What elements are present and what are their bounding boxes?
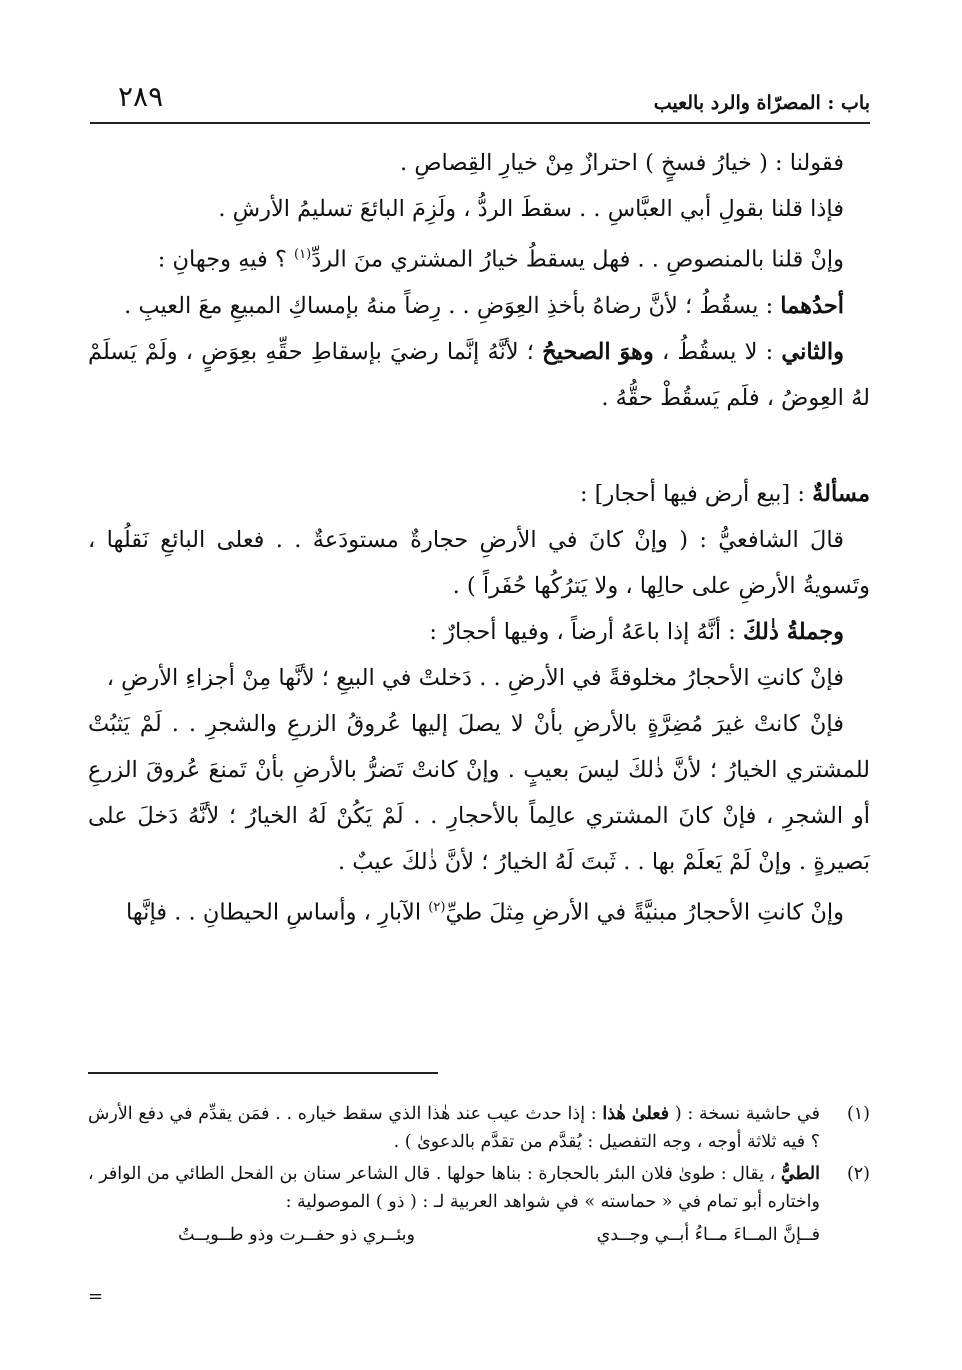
paragraph-6: قالَ الشافعيُّ : ( وإنْ كانَ في الأرضِ حجارةٌ مستودَعةٌ . . فعلى البائعِ نَقلُها ، وتَسويةُ الأرضِ على حالِها ، ولا يَترُكُها حُفَراً ) . xyxy=(88,526,870,599)
chapter-title: باب : المصرّاة والرد بالعيب xyxy=(653,92,870,114)
verse-first-hemistich: فــإنَّ المــاءَ مــاءُ أبــي وجــدي xyxy=(596,1225,820,1245)
paragraph-3-tail: ؟ فيهِ وجهانِ : xyxy=(157,246,295,273)
paragraph-8: فإنْ كانتِ الأحجارُ مخلوقةً في الأرضِ . . دَخلتْ في البيعِ ؛ لأنَّها مِنْ أجزاءِ الأرضِ ، xyxy=(106,664,844,691)
poetry-verse xyxy=(88,1220,870,1250)
paragraph-10 xyxy=(88,885,870,936)
footnote-1-text: في حاشية نسخة : ( xyxy=(669,1104,821,1124)
footnote-1-number: (١) xyxy=(846,1104,870,1124)
footnote-separator xyxy=(88,1072,438,1074)
summary-label: وجملةُ ذٰلكَ xyxy=(743,618,844,645)
paragraph-7-text: : أنَّهُ إذا باعَهُ أرضاً ، وفيها أحجارٌ : xyxy=(429,618,744,645)
footnote-1-bold: فعلىٰ هٰذا xyxy=(602,1104,670,1124)
paragraph-10-tail: الآبارِ ، وأساسِ الحيطانِ . . فإنَّها xyxy=(125,899,429,925)
paragraph-1: فقولنا : ( خيارُ فسخٍ ) احترازٌ مِنْ خيارِ القِصاصِ . xyxy=(400,150,844,176)
paragraph-4-text: : يسقُطُ ؛ لأنَّ رضاهُ بأخذِ العِوَضِ . . رِضاً منهُ بإمساكِ المبيعِ معَ العيبِ . xyxy=(124,292,781,319)
footnote-ref-1[interactable]: (١) xyxy=(294,247,312,262)
footnotes xyxy=(88,1100,870,1250)
paragraph-10-text: وإنْ كانتِ الأحجارُ مبنيَّةً في الأرضِ مِثلَ طيِّ xyxy=(445,899,844,925)
paragraph-5 xyxy=(88,329,870,421)
paragraph-3-text: وإنْ قلنا بالمنصوصِ . . فهل يسقطُ خيارُ المشتري منَ الردِّ xyxy=(311,246,844,273)
paragraph-3 xyxy=(88,232,870,283)
footnote-1-rest: : إذا حدث عيب عند هٰذا الذي سقط خياره . . فمَن يقدِّم في دفع الأرش ؟ فيه ثلاثة أوجه ، وجه التفصيل : يُقدَّم من تقدَّم بالدعوىٰ ) . xyxy=(88,1104,820,1152)
paragraph-2: فإذا قلنا بقولِ أبي العبَّاسِ . . سقطَ الردُّ ، ولَزِمَ البائعَ تسليمُ الأرشِ . xyxy=(218,196,844,222)
issue-heading xyxy=(88,471,870,517)
continuation-mark: = xyxy=(88,1286,104,1307)
page-number: ٢٨٩ xyxy=(118,80,164,113)
running-header xyxy=(90,78,870,124)
issue-title: : [بيع أرض فيها أحجار] : xyxy=(579,480,813,507)
verse-second-hemistich: وبئــري ذو حفــرت وذو طــويــتُ xyxy=(178,1225,415,1245)
correct-opinion-label: وهوَ الصحيحُ xyxy=(542,338,654,365)
paragraph-9: فإنْ كانتْ غيرَ مُضِرَّةٍ بالأرضِ بأنْ لا يصلَ إليها عُروقُ الزرعِ والشجرِ . . لَمْ يَثبُتْ للمشتري الخيارُ ؛ لأنَّ ذٰلكَ ليسَ بعيبٍ . وإنْ كانتْ تَضرُّ بالأرضِ بأنْ تَمنعَ عُروقَ الزرعِ أو الشجرِ ، فإنْ كانَ المشتري عالِماً بالأحجارِ . . لَمْ يَكُنْ لَهُ الخيارُ ؛ لأنَّهُ دَخلَ على بَصيرةٍ . وإنْ لَمْ يَعلَمْ بها . . ثَبتَ لَهُ الخيارُ ؛ لأنَّ ذٰلكَ عيبٌ . xyxy=(88,710,870,875)
footnote-1 xyxy=(88,1100,870,1156)
main-text xyxy=(88,140,870,935)
section-gap xyxy=(88,421,870,471)
paragraph-5-text: : لا يسقُطُ ، xyxy=(653,338,782,365)
footnote-ref-2[interactable]: (٢) xyxy=(428,899,446,915)
footnote-2-term: الطيُّ xyxy=(780,1164,820,1184)
first-opinion-label: أحدُهما xyxy=(780,292,844,319)
paragraph-7 xyxy=(88,609,870,655)
issue-label: مسألةٌ xyxy=(812,480,870,507)
footnote-2-text: ، يقال : طوىٰ فلان البئر بالحجارة : بناها حولها . قال الشاعر سنان بن الفحل الطائي من الوافر ، واختاره أبو تمام في « حماسته » في شواهد العربية لـ : ( ذو ) الموصولية : xyxy=(88,1164,820,1212)
paragraph-5-tail: ؛ لأنَّهُ إنَّما رضيَ بإسقاطِ حقِّهِ بعِوَضٍ ، ولَمْ يَسلَمْ لهُ العِوضُ ، فلَم يَسقُطْ حقُّهُ . xyxy=(88,338,870,411)
footnote-2 xyxy=(88,1160,870,1216)
footnote-2-number: (٢) xyxy=(846,1164,870,1184)
paragraph-4 xyxy=(88,283,870,329)
second-opinion-label: والثاني xyxy=(781,338,844,365)
